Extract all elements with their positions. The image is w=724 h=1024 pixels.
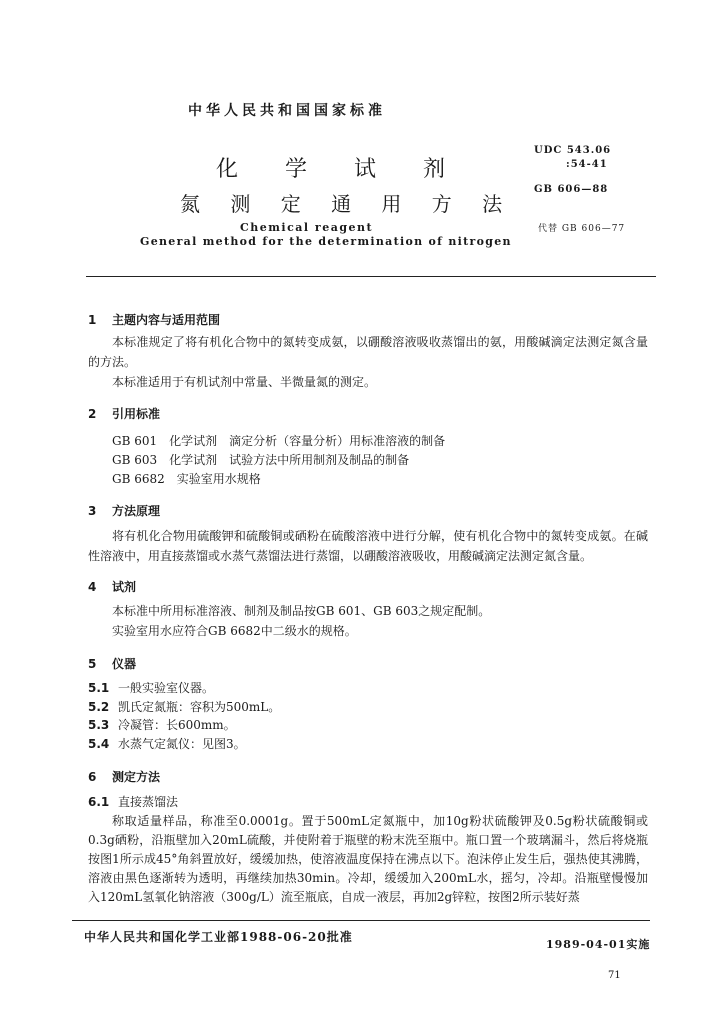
section-3-heading (88, 502, 160, 519)
item-5-4 (88, 735, 246, 753)
section-title: 试剂 (112, 580, 137, 594)
section-number: 6 (88, 770, 97, 784)
section-title: 主题内容与适用范围 (112, 313, 221, 327)
header-rule (86, 276, 656, 277)
section-title: 测定方法 (112, 770, 161, 784)
section-1-paragraph-1: 本标准规定了将有机化合物中的氮转变成氨，以硼酸溶液吸收蒸馏出的氨，用酸碱滴定法测定氮含量的方法。 (88, 335, 648, 369)
item-text: 凯氏定氮瓶：容积为500mL。 (118, 700, 281, 714)
section-number: 2 (88, 407, 97, 421)
item-5-3 (88, 716, 236, 734)
title-cn-line2: 氮 测 定 通 用 方 法 (180, 192, 515, 216)
section-4-paragraph-1: 本标准中所用标准溶液、制剂及制品按GB 601、GB 603之规定配制。 (112, 604, 491, 618)
udc-code-suffix: :54-41 (566, 159, 608, 170)
udc-code: UDC 543.06 (534, 145, 612, 156)
section-6-heading (88, 768, 160, 785)
effective-date: 1989-04-01实施 (546, 938, 651, 951)
reference-gb6682: GB 6682 实验室用水规格 (112, 472, 261, 486)
section-number: 5 (88, 657, 97, 671)
item-text: 水蒸气定氮仪：见图3。 (118, 737, 246, 751)
item-5-2 (88, 698, 280, 716)
footer-rule (72, 920, 650, 921)
item-text: 冷凝管：长600mm。 (118, 718, 236, 732)
page-number: 71 (608, 970, 621, 981)
reference-gb603: GB 603 化学试剂 试验方法中所用制剂及制品的制备 (112, 453, 410, 467)
gb-number: GB 606—88 (534, 184, 609, 195)
replaces-standard: 代替 GB 606—77 (538, 224, 626, 234)
item-text: 直接蒸馏法 (118, 795, 179, 809)
item-number: 5.4 (88, 737, 110, 751)
item-6-1-heading (88, 793, 178, 811)
section-6-1-paragraph: 称取适量样品，称准至0.0001g。置于500mL定氮瓶中，加10g粉状硫酸钾及0.5g粉状硫酸铜或0.3g硒粉，沿瓶壁加入20mL硫酸，并使附着于瓶壁的粉末洗至瓶中。瓶口置一个玻璃漏斗，然后将烧瓶按图1所示成45°角斜置放好，缓缓加热，使溶液温度保持在沸点以下。泡沫停止发生后，强热使其沸腾，溶液由黑色逐渐转为透明，再继续加热30min。冷却，缓缓加入200mL水，摇匀，冷却。沿瓶壁慢慢加入120mL氢氧化钠溶液（300g/L）流至瓶底，自成一液层，再加2g锌粒，按图2所示装好蒸 (88, 814, 648, 904)
section-1-heading (88, 311, 220, 328)
section-5-heading (88, 655, 136, 672)
standard-name: 中华人民共和国国家标准 (188, 103, 386, 119)
item-number: 5.1 (88, 681, 110, 695)
section-3-paragraph: 将有机化合物用硫酸钾和硫酸铜或硒粉在硫酸溶液中进行分解，使有机化合物中的氮转变成氨。在碱性溶液中，用直接蒸馏或水蒸气蒸馏法进行蒸馏，以硼酸溶液吸收，用酸碱滴定法测定氮含量。 (88, 529, 648, 563)
approval-note: 中华人民共和国化学工业部1988-06-20批准 (84, 930, 353, 944)
section-4-heading (88, 578, 136, 595)
section-title: 仪器 (112, 657, 137, 671)
item-number: 5.3 (88, 718, 110, 732)
reference-gb601: GB 601 化学试剂 滴定分析（容量分析）用标准溶液的制备 (112, 434, 446, 448)
section-number: 1 (88, 313, 97, 327)
title-cn-line1: 化 学 试 剂 (216, 157, 465, 182)
section-number: 4 (88, 580, 97, 594)
title-en-line2: General method for the determination of nitrogen (140, 235, 512, 248)
item-number: 6.1 (88, 795, 110, 809)
item-text: 一般实验室仪器。 (118, 681, 215, 695)
item-number: 5.2 (88, 700, 110, 714)
item-5-1 (88, 679, 214, 697)
section-number: 3 (88, 504, 97, 518)
title-en-line1: Chemical reagent (240, 221, 374, 234)
section-4-paragraph-2: 实验室用水应符合GB 6682中二级水的规格。 (112, 624, 357, 638)
section-2-heading (88, 405, 160, 422)
section-title: 引用标准 (112, 407, 161, 421)
section-title: 方法原理 (112, 504, 161, 518)
section-1-paragraph-2: 本标准适用于有机试剂中常量、半微量氮的测定。 (112, 375, 377, 389)
